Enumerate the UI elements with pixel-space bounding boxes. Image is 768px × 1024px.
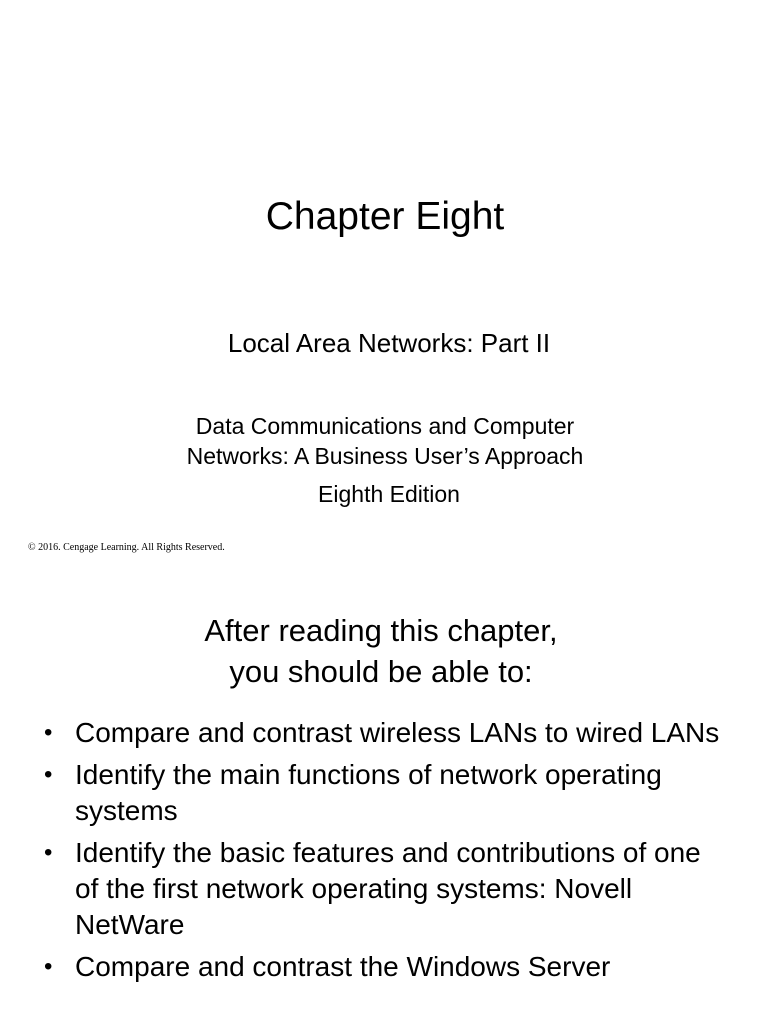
book-title <box>1 411 768 471</box>
objective-item <box>40 949 730 985</box>
bullet-marker: • <box>44 761 53 788</box>
objective-item <box>40 835 730 943</box>
edition-label: Eighth Edition <box>318 481 460 507</box>
book-title-line-2: Networks: A Business User’s Approach <box>186 443 584 469</box>
objective-item <box>40 715 730 751</box>
objective-text: Compare and contrast wireless LANs to wired LANs <box>75 717 720 748</box>
objectives-heading-line-2: you should be able to: <box>229 654 533 689</box>
slide-subtitle: Local Area Networks: Part II <box>227 328 551 358</box>
bullet-marker: • <box>44 719 53 746</box>
bullet-marker: • <box>44 953 53 980</box>
objective-text: Identify the basic features and contributions of one of the first network operating systems: Novell NetWare <box>75 837 701 940</box>
objectives-heading <box>0 610 765 692</box>
book-title-line-1: Data Communications and Computer <box>195 413 575 439</box>
objectives-slide <box>0 576 768 1024</box>
objectives-list <box>40 715 730 991</box>
copyright-notice: © 2016. Cengage Learning. All Rights Reserved. <box>28 542 225 553</box>
objectives-heading-line-1: After reading this chapter, <box>204 613 558 648</box>
bullet-marker: • <box>44 839 53 866</box>
slide-title: Chapter Eight <box>265 195 505 238</box>
objective-text: Compare and contrast the Windows Server <box>75 951 611 982</box>
objective-item <box>40 757 730 829</box>
objective-text: Identify the main functions of network operating systems <box>75 759 662 826</box>
